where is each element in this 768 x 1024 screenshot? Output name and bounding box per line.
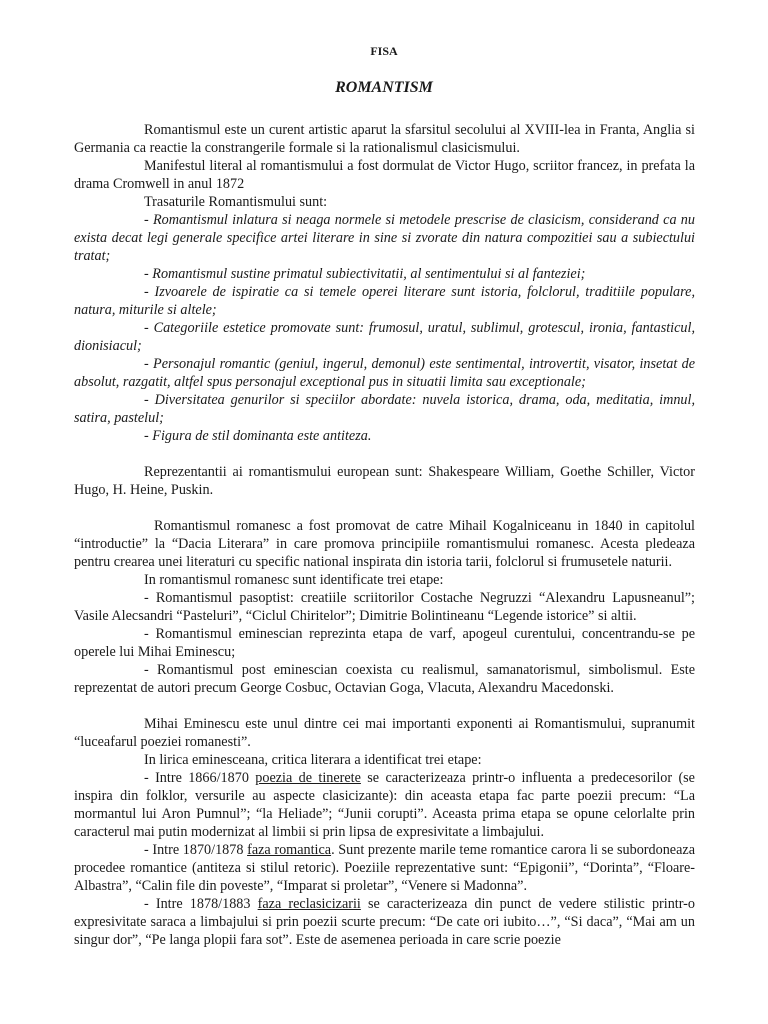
list-item: - Intre 1870/1878 faza romantica. Sunt prezente marile teme romantice carora li se subordoneaza procedee romantice (antiteza si stilul retoric). Poeziile reprezentative sunt: “Epigonii”, “Dorinta”, “Floare-Albastra”, “Calin file din poveste”, “Imparat si proletar”, “Venere si Madonna”. — [74, 842, 695, 894]
underlined-term: faza reclasicizarii — [257, 896, 361, 912]
trait-item: - Romantismul sustine primatul subiectivitatii, al sentimentului si al fanteziei; — [144, 266, 586, 282]
underlined-term: faza romantica — [247, 842, 332, 858]
list-item: - Romantismul pasoptist: creatiile scriitorilor Costache Negruzzi “Alexandru Lapusneanul”; Vasile Alecsandri “Pasteluri”, “Ciclul Chiritelor”; Dimitrie Bolintineanu “Legende istorice” si altii. — [74, 590, 695, 624]
list-item: - Intre 1866/1870 poezia de tinerete se caracterizeaza printr-o influenta a predecesorilor (se inspira din folklor, versurile au aspecte clasicizante): din aceasta etapa fac parte poezii precum: “La mormantul lui Aron Pumnul”; “la Heliade”; “Junii corupti”. Aceasta prima etapa se opune celorlalte prin caracterul mai putin modernizat al limbii si prin lipsa de expresivitate a limbajului. — [74, 770, 695, 840]
paragraph: Trasaturile Romantismului sunt: — [144, 194, 328, 210]
paragraph: Mihai Eminescu este unul dintre cei mai importanti exponenti ai Romantismului, supranumit “luceafarul poeziei romanesti”. — [74, 716, 695, 750]
paragraph: Manifestul literal al romantismului a fost dormulat de Victor Hugo, scriitor francez, in prefata la drama Cromwell in anul 1872 — [74, 158, 695, 192]
paragraph: In lirica eminesceana, critica literara a identificat trei etape: — [144, 752, 482, 768]
list-item: - Romantismul post eminescian coexista cu realismul, samanatorismul, simbolismul. Este reprezentat de autori precum George Cosbuc, Octavian Goga, Vlacuta, Alexandru Macedonski. — [74, 662, 695, 696]
paragraph: Romantismul romanesc a fost promovat de catre Mihail Kogalniceanu in 1840 in capitolul “introductie” la “Dacia Literara” in care promova principiile romantismului romanesc. Acesta pledeaza pentru crearea unei literaturi cu specific national inspirata din istoria tarii, folclorul si frumusetele naturii. — [74, 518, 695, 570]
doc-body — [74, 121, 695, 949]
trait-item: - Izvoarele de ispiratie ca si temele operei literare sunt istoria, folclorul, traditiile populare, natura, miturile si altele; — [74, 284, 695, 318]
trait-item: - Romantismul inlatura si neaga normele si metodele prescrise de clasicism, considerand ca nu exista decat legi generale specifice artei literare in sine si zvorate din natura compozitiei sau a subiectului tratat; — [74, 212, 695, 264]
paragraph: Reprezentantii ai romantismului european sunt: Shakespeare William, Goethe Schiller, Victor Hugo, H. Heine, Puskin. — [74, 464, 695, 498]
paragraph: Romantismul este un curent artistic aparut la sfarsitul secolului al XVIII-lea in Franta, Anglia si Germania ca reactie la constrangerile formale si la rationalismul clasicismului. — [74, 122, 695, 156]
paragraph: In romantismul romanesc sunt identificate trei etape: — [144, 572, 444, 588]
trait-item: - Personajul romantic (geniul, ingerul, demonul) este sentimental, introvertit, visator, insetat de absolut, razgatit, altfel spus personajul exceptional pus in situatii limita sau exceptionale; — [74, 356, 695, 390]
doc-title: ROMANTISM — [335, 79, 433, 96]
trait-item: - Diversitatea genurilor si speciilor abordate: nuvela istorica, drama, oda, meditatia, imnul, satira, pastelul; — [74, 392, 695, 426]
doc-heading: FISA — [370, 44, 398, 58]
list-item: - Romantismul eminescian reprezinta etapa de varf, apogeul curentului, concentrandu-se pe operele lui Mihai Eminescu; — [74, 626, 695, 660]
list-item: - Intre 1878/1883 faza reclasicizarii se caracterizeaza din punct de vedere stilistic printr-o expresivitate saraca a limbajului si prin poezii scurte precum: “De cate ori iubito…”, “Si daca”, “Mai am un singur dor”, “Pe langa plopii fara sot”. Este de asemenea perioada in care scrie poezie — [74, 896, 696, 948]
trait-item: - Figura de stil dominanta este antiteza. — [144, 428, 372, 444]
underlined-term: poezia de tinerete — [255, 770, 361, 786]
trait-item: - Categoriile estetice promovate sunt: frumosul, uratul, sublimul, grotescul, ironia, fantasticul, dionisiacul; — [74, 320, 695, 354]
